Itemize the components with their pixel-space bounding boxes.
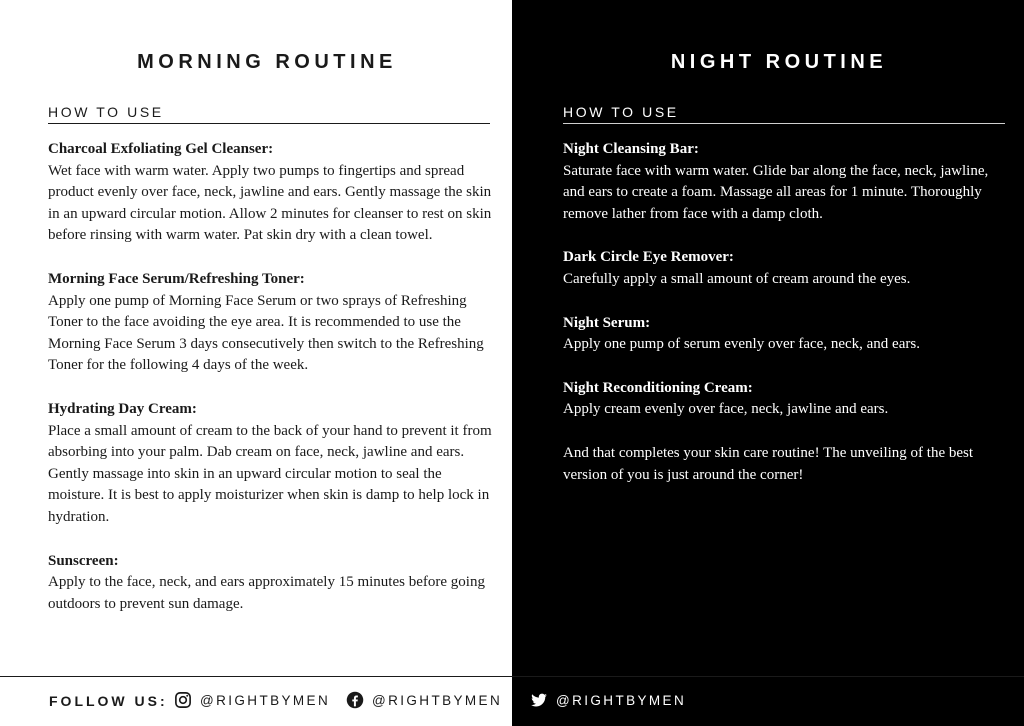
section-heading: Morning Face Serum/Refreshing Toner: (48, 270, 305, 287)
twitter-link[interactable] (530, 691, 686, 709)
facebook-icon (346, 691, 364, 709)
section-body: Carefully apply a small amount of cream around the eyes. (563, 270, 911, 287)
morning-routine-panel (0, 0, 512, 676)
instagram-link[interactable] (174, 691, 330, 709)
morning-section-day-cream (48, 399, 498, 529)
section-heading: Night Cleansing Bar: (563, 141, 699, 157)
section-heading: Dark Circle Eye Remover: (563, 249, 734, 266)
section-body: Place a small amount of cream to the back of your hand to prevent it from absorbing into your palm. Dab cream on face, neck, jawline and ears. Gently massage into skin in an upward circular motion to seal the moisture. It is best to apply moisturizer when skin is damp to help lock in hydration. (48, 422, 492, 525)
morning-section-sunscreen (48, 551, 498, 616)
night-sections (563, 139, 1009, 508)
night-closing-message (563, 443, 1009, 486)
morning-section-cleanser (48, 139, 498, 247)
night-routine-title: NIGHT ROUTINE (670, 51, 888, 73)
follow-us-label: FOLLOW US: (49, 693, 168, 709)
section-body: Wet face with warm water. Apply two pumps to fingertips and spread product evenly over face, neck, jawline and ears. Gently massage the skin in an upward circular motion. Allow 2 minutes for cleanser to rest on skin before rinsing with warm water. Pat skin dry with a clean towel. (48, 162, 492, 244)
twitter-icon (530, 691, 548, 709)
night-section-eye-remover (563, 247, 1009, 290)
section-heading: Hydrating Day Cream: (48, 400, 197, 417)
twitter-handle: @RIGHTBYMEN (556, 692, 687, 708)
facebook-handle: @RIGHTBYMEN (372, 692, 503, 708)
closing-text: And that completes your skin care routine! The unveiling of the best version of you is just around the corner! (563, 444, 974, 483)
section-heading: Charcoal Exfoliating Gel Cleanser: (48, 141, 274, 157)
night-routine-panel (512, 0, 1024, 676)
section-body: Apply one pump of Morning Face Serum or two sprays of Refreshing Toner to the face avoiding the eye area. It is recommended to use the Morning Face Serum 3 days consecutively then switch to the Refreshing Toner for the following 4 days of the week. (48, 292, 484, 374)
section-heading: Sunscreen: (48, 552, 119, 569)
morning-routine-title: MORNING ROUTINE (137, 51, 397, 73)
morning-section-serum-toner (48, 269, 498, 377)
section-body: Apply cream evenly over face, neck, jawline and ears. (563, 401, 889, 418)
instagram-handle: @RIGHTBYMEN (200, 692, 331, 708)
facebook-link[interactable] (346, 691, 502, 709)
section-heading: Night Serum: (563, 314, 651, 331)
morning-how-to-use-heading: HOW TO USE (48, 104, 490, 124)
instagram-icon (174, 691, 192, 709)
section-body: Saturate face with warm water. Glide bar along the face, neck, jawline, and ears to create a foam. Massage all areas for 1 minute. Thoroughly remove lather from face with a damp cloth. (563, 162, 989, 222)
night-section-reconditioning-cream (563, 378, 1009, 421)
social-footer (0, 676, 1024, 726)
morning-sections (48, 139, 498, 637)
section-body: Apply to the face, neck, and ears approximately 15 minutes before going outdoors to prevent sun damage. (48, 574, 485, 612)
section-heading: Night Reconditioning Cream: (563, 379, 753, 396)
section-body: Apply one pump of serum evenly over face, neck, and ears. (563, 336, 920, 353)
night-section-cleansing-bar (563, 139, 1009, 225)
night-how-to-use-heading: HOW TO USE (563, 104, 1005, 124)
night-section-serum (563, 313, 1009, 356)
